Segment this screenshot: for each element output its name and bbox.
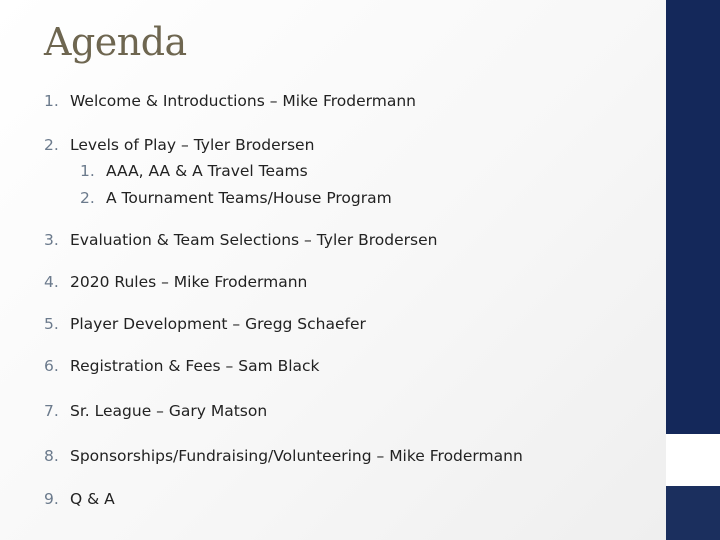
slide-title: Agenda: [44, 20, 187, 64]
item-number: 9.: [44, 490, 59, 508]
agenda-item-4: [44, 273, 307, 291]
agenda-item-5: [44, 315, 366, 333]
item-text: Player Development – Gregg Schaefer: [70, 315, 366, 333]
item-number: 2.: [44, 136, 59, 154]
agenda-item-9: [44, 490, 115, 508]
item-text: Registration & Fees – Sam Black: [70, 357, 320, 375]
agenda-item-3: [44, 231, 437, 249]
agenda-item-6: [44, 357, 320, 375]
subitem-text: AAA, AA & A Travel Teams: [106, 162, 308, 180]
item-text: Levels of Play – Tyler Brodersen: [70, 136, 315, 154]
agenda-item-7: [44, 402, 267, 420]
item-number: 5.: [44, 315, 59, 333]
item-text: Q & A: [70, 490, 115, 508]
accent-bar-footer: [666, 486, 720, 540]
agenda-item-2: [44, 136, 314, 154]
item-text: Sr. League – Gary Matson: [70, 402, 268, 420]
agenda-subitem-2-1: [80, 162, 308, 180]
item-text: Welcome & Introductions – Mike Frodermann: [70, 92, 416, 110]
subitem-text: A Tournament Teams/House Program: [106, 189, 392, 207]
item-text: Evaluation & Team Selections – Tyler Brodersen: [70, 231, 438, 249]
item-number: 6.: [44, 357, 59, 375]
item-number: 8.: [44, 447, 59, 465]
subitem-number: 1.: [80, 162, 95, 180]
agenda-subitem-2-2: [80, 189, 392, 207]
item-number: 3.: [44, 231, 59, 249]
item-number: 4.: [44, 273, 59, 291]
agenda-item-1: [44, 92, 416, 110]
item-number: 7.: [44, 402, 59, 420]
agenda-item-8: [44, 447, 523, 465]
item-number: 1.: [44, 92, 59, 110]
accent-bar: [666, 0, 720, 434]
item-text: Sponsorships/Fundraising/Volunteering – Mike Frodermann: [70, 447, 523, 465]
item-text: 2020 Rules – Mike Frodermann: [70, 273, 308, 291]
accent-bar-gap: [666, 434, 720, 486]
subitem-number: 2.: [80, 189, 95, 207]
